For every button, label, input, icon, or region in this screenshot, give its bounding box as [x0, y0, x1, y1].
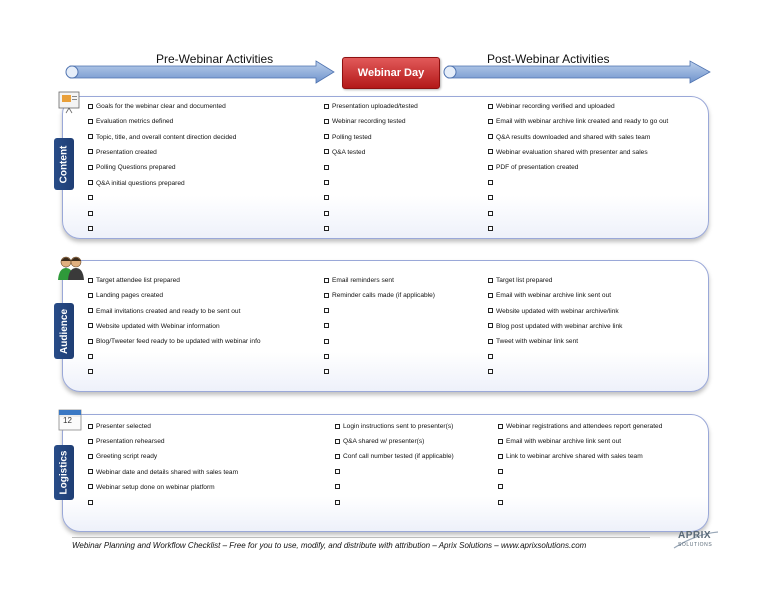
audience-post-item	[488, 322, 622, 331]
audience-day-item	[324, 307, 332, 316]
checkbox[interactable]	[335, 424, 340, 429]
checkbox[interactable]	[88, 500, 93, 505]
logistics-pre-item	[88, 468, 238, 477]
content-day-item	[324, 224, 332, 233]
content-day-item	[324, 102, 418, 111]
content-pre-item	[88, 179, 185, 188]
checkbox[interactable]	[488, 195, 493, 200]
checkbox[interactable]	[88, 293, 93, 298]
aprix-logo	[672, 528, 720, 552]
checkbox[interactable]	[324, 195, 329, 200]
checkbox[interactable]	[324, 278, 329, 283]
audience-post-item	[488, 368, 496, 377]
logistics-day-item	[335, 498, 343, 507]
checklist-item-label: Email with webinar archive link created and ready to go out	[496, 118, 669, 126]
logo-brand: APRIX	[678, 530, 712, 541]
logistics-pre-item	[88, 483, 215, 492]
calendar-number: 12	[63, 416, 72, 425]
checkbox[interactable]	[324, 134, 329, 139]
checkbox[interactable]	[488, 104, 493, 109]
checkbox[interactable]	[88, 104, 93, 109]
checklist-item-label: Webinar recording tested	[332, 118, 406, 126]
logistics-side-tab	[54, 445, 74, 500]
checkbox[interactable]	[88, 119, 93, 124]
checkbox[interactable]	[324, 119, 329, 124]
checklist-item-label: Presentation uploaded/tested	[332, 103, 418, 110]
content-day-item	[324, 148, 365, 157]
checkbox[interactable]	[88, 226, 93, 231]
audience-pre-item	[88, 337, 261, 346]
checklist-item-label: Q&A initial questions prepared	[96, 179, 185, 187]
checkbox[interactable]	[488, 180, 493, 185]
logistics-pre-item	[88, 422, 151, 431]
checkbox[interactable]	[88, 165, 93, 170]
checklist-item-label: Target attendee list prepared	[96, 277, 180, 284]
checklist-item-label: Webinar registrations and attendees report generated	[506, 423, 663, 430]
content-day-item	[324, 117, 406, 126]
checklist-item-label: Webinar recording verified and uploaded	[496, 103, 615, 110]
checkbox[interactable]	[488, 308, 493, 313]
logistics-pre-item	[88, 498, 96, 507]
checklist-item-label: Polling Questions prepared	[96, 164, 176, 172]
audience-pre-item	[88, 291, 163, 300]
audience-post-item	[488, 291, 611, 300]
logistics-post-item	[498, 452, 643, 461]
checklist-item-label: Login instructions sent to presenter(s)	[343, 423, 454, 430]
checklist-item-label: Link to webinar archive shared with sales team	[506, 453, 643, 461]
content-post-item	[488, 102, 615, 111]
checkbox[interactable]	[88, 424, 93, 429]
content-post-item	[488, 224, 496, 233]
logistics-day-item	[335, 483, 343, 492]
logistics-post-item	[498, 498, 506, 507]
post-timeline-start-dot	[444, 66, 456, 78]
checkbox[interactable]	[88, 339, 93, 344]
logistics-post-item	[498, 422, 662, 431]
checkbox[interactable]	[324, 180, 329, 185]
checklist-item-label: Webinar evaluation shared with presenter and sales	[496, 148, 648, 156]
audience-label: Audience	[58, 308, 70, 354]
audience-side-tab	[54, 303, 74, 359]
checkbox[interactable]	[335, 500, 340, 505]
logistics-day-item	[335, 422, 453, 431]
checklist-item-label: PDF of presentation created	[496, 164, 579, 172]
checklist-item-label: Website updated with Webinar information	[96, 322, 220, 330]
content-post-item	[488, 117, 668, 126]
checklist-item-label: Topic, title, and overall content direction decided	[96, 133, 237, 141]
checkbox[interactable]	[488, 323, 493, 328]
checkbox[interactable]	[88, 469, 93, 474]
checkbox[interactable]	[335, 484, 340, 489]
content-post-item	[488, 133, 650, 142]
checkbox[interactable]	[324, 104, 329, 109]
logistics-post-item	[498, 483, 506, 492]
checklist-item-label: Polling tested	[332, 133, 372, 141]
checklist-item-label: Greeting script ready	[96, 453, 158, 461]
content-day-item	[324, 179, 332, 188]
logistics-day-item	[335, 437, 424, 446]
checkbox[interactable]	[88, 323, 93, 328]
checkbox[interactable]	[488, 278, 493, 283]
checkbox[interactable]	[498, 469, 503, 474]
checkbox[interactable]	[324, 293, 329, 298]
checklist-item-label: Email with webinar archive link sent out	[496, 292, 612, 300]
checkbox[interactable]	[498, 454, 503, 459]
checkbox[interactable]	[324, 308, 329, 313]
audience-pre-item	[88, 307, 240, 316]
checkbox[interactable]	[498, 484, 503, 489]
checkbox[interactable]	[88, 454, 93, 459]
checklist-item-label: Email invitations created and ready to be sent out	[96, 307, 241, 315]
checklist-item-label: Reminder calls made (if applicable)	[332, 292, 435, 300]
audience-day-item	[324, 291, 435, 300]
audience-day-item	[324, 276, 394, 285]
checkbox[interactable]	[488, 165, 493, 170]
checkbox[interactable]	[498, 500, 503, 505]
checklist-item-label: Blog/Tweeter feed ready to be updated with webinar info	[96, 338, 261, 346]
checkbox[interactable]	[324, 226, 329, 231]
post-webinar-title: Post-Webinar Activities	[487, 52, 610, 66]
checkbox[interactable]	[88, 439, 93, 444]
content-day-item	[324, 163, 332, 172]
people-icon	[56, 254, 86, 282]
logistics-day-item	[335, 468, 343, 477]
content-post-item	[488, 148, 648, 157]
logistics-post-item	[498, 468, 506, 477]
content-day-item	[324, 194, 332, 203]
checkbox[interactable]	[324, 165, 329, 170]
checkbox[interactable]	[335, 439, 340, 444]
content-day-item	[324, 209, 332, 218]
checklist-item-label: Landing pages created	[96, 292, 164, 300]
content-pre-item	[88, 148, 157, 157]
checkbox[interactable]	[488, 211, 493, 216]
logistics-day-item	[335, 452, 454, 461]
logistics-label: Logistics	[58, 450, 70, 495]
logistics-pre-item	[88, 437, 165, 446]
post-timeline-arrow	[448, 61, 710, 83]
content-post-item	[488, 179, 496, 188]
checklist-item-label: Website updated with webinar archive/link	[496, 307, 619, 315]
checkbox[interactable]	[488, 134, 493, 139]
pre-timeline-start-dot	[66, 66, 78, 78]
pre-timeline-arrow	[70, 61, 334, 83]
audience-day-item	[324, 322, 332, 331]
content-post-item	[488, 194, 496, 203]
checkbox[interactable]	[324, 369, 329, 374]
content-post-item	[488, 163, 578, 172]
checkbox[interactable]	[88, 211, 93, 216]
checklist-item-label: Presenter selected	[96, 423, 151, 430]
checklist-item-label: Presentation created	[96, 148, 157, 156]
checklist-item-label: Tweet with webinar link sent	[496, 338, 579, 346]
content-pre-item	[88, 194, 96, 203]
checklist-item-label: Presentation rehearsed	[96, 438, 165, 446]
checkbox[interactable]	[335, 454, 340, 459]
checkbox[interactable]	[488, 149, 493, 154]
content-pre-item	[88, 209, 96, 218]
checkbox[interactable]	[88, 308, 93, 313]
checkbox[interactable]	[324, 149, 329, 154]
checklist-item-label: Target list prepared	[496, 277, 553, 284]
checkbox[interactable]	[88, 278, 93, 283]
checklist-item-label: Goals for the webinar clear and documented	[96, 103, 226, 110]
checkbox[interactable]	[88, 180, 93, 185]
audience-post-item	[488, 337, 578, 346]
checkbox[interactable]	[324, 323, 329, 328]
checkbox[interactable]	[488, 339, 493, 344]
checkbox[interactable]	[488, 354, 493, 359]
content-label: Content	[58, 145, 70, 183]
checkbox[interactable]	[498, 424, 503, 429]
checklist-item-label: Webinar date and details shared with sales team	[96, 468, 239, 476]
checkbox[interactable]	[488, 369, 493, 374]
checklist-item-label: Blog post updated with webinar archive link	[496, 322, 623, 330]
audience-post-item	[488, 353, 496, 362]
audience-day-item	[324, 368, 332, 377]
content-day-item	[324, 133, 372, 142]
webinar-day-badge: Webinar Day	[342, 57, 440, 89]
pre-webinar-title: Pre-Webinar Activities	[156, 52, 274, 66]
content-side-tab	[54, 138, 74, 190]
checkbox[interactable]	[88, 134, 93, 139]
checkbox[interactable]	[488, 119, 493, 124]
audience-post-item	[488, 307, 619, 316]
logo-subtitle: SOLUTIONS	[678, 542, 713, 548]
checklist-item-label: Conf call number tested (if applicable)	[343, 453, 454, 461]
audience-day-item	[324, 337, 332, 346]
checklist-item-label: Evaluation metrics defined	[96, 118, 174, 126]
checklist-item-label: Q&A tested	[332, 148, 366, 156]
checkbox[interactable]	[88, 149, 93, 154]
audience-pre-item	[88, 276, 180, 285]
audience-pre-item	[88, 353, 96, 362]
content-pre-item	[88, 224, 96, 233]
checkbox[interactable]	[488, 226, 493, 231]
checkbox[interactable]	[488, 293, 493, 298]
audience-post-item	[488, 276, 552, 285]
checkbox[interactable]	[88, 484, 93, 489]
checkbox[interactable]	[335, 469, 340, 474]
audience-pre-item	[88, 322, 220, 331]
checkbox[interactable]	[324, 211, 329, 216]
content-pre-item	[88, 133, 236, 142]
footer-divider	[72, 537, 650, 538]
checkbox[interactable]	[88, 369, 93, 374]
checkbox[interactable]	[498, 439, 503, 444]
footer-text: Webinar Planning and Workflow Checklist – Free for you to use, modify, and distribute with attribution – Aprix Solutions – www.aprixsolutions.com	[72, 541, 587, 550]
content-post-item	[488, 209, 496, 218]
checklist-item-label: Email reminders sent	[332, 277, 394, 284]
checklist-item-label: Q&A results downloaded and shared with sales team	[496, 133, 651, 141]
logistics-post-item	[498, 437, 621, 446]
checklist-item-label: Q&A shared w/ presenter(s)	[343, 438, 425, 446]
audience-day-item	[324, 353, 332, 362]
content-pre-item	[88, 163, 176, 172]
logistics-pre-item	[88, 452, 157, 461]
presentation-icon	[56, 90, 86, 114]
checkbox[interactable]	[88, 354, 93, 359]
checkbox[interactable]	[324, 354, 329, 359]
checkbox[interactable]	[324, 339, 329, 344]
checkbox[interactable]	[88, 195, 93, 200]
checklist-item-label: Email with webinar archive link sent out	[506, 438, 622, 446]
audience-pre-item	[88, 368, 96, 377]
checklist-item-label: Webinar setup done on webinar platform	[96, 483, 215, 491]
content-pre-item	[88, 117, 173, 126]
content-pre-item	[88, 102, 226, 111]
